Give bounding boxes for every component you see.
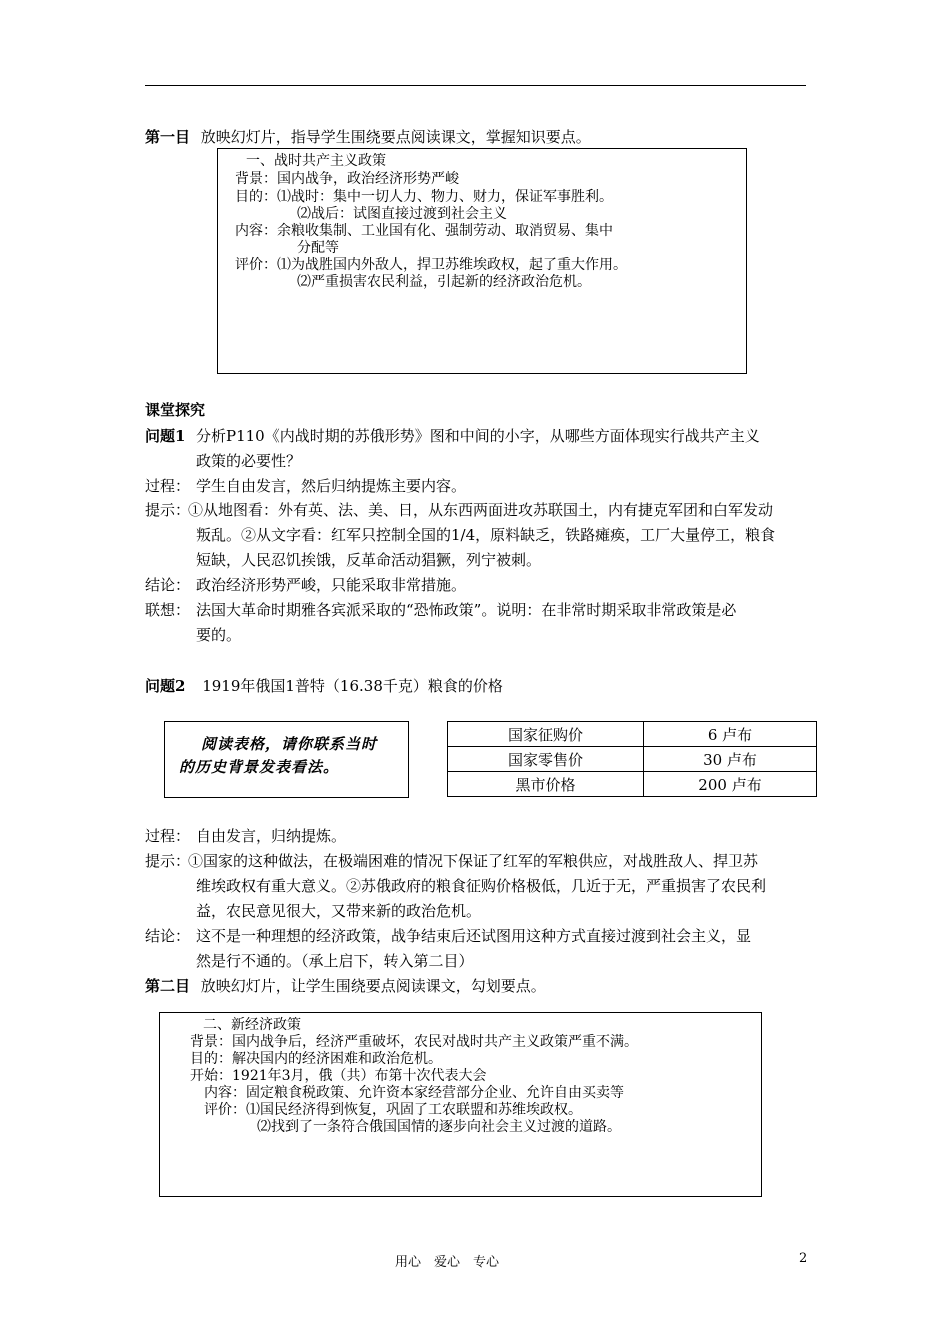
q1-line: 政策的必要性？ — [196, 452, 302, 470]
q1-text — [196, 424, 760, 474]
policy1-background: 背景：国内战争，政治经济形势严峻 — [235, 171, 459, 187]
hint1-line: 短缺，人民忍饥挨饿，反革命活动猖獗，列宁被刺。 — [196, 551, 542, 569]
section1-line — [145, 127, 591, 147]
q2-instruction-box — [164, 721, 409, 798]
conclusion2-line: 然是行不通的。（承上启下，转入第二目） — [196, 952, 474, 970]
footer-motto: 用心 爱心 专心 — [395, 1255, 500, 1270]
process1-line: 学生自由发言，然后归纳提炼主要内容。 — [196, 477, 467, 495]
price-value-cell: 30 卢布 — [644, 747, 817, 772]
process2-text — [196, 824, 346, 849]
section2-line — [145, 976, 546, 996]
conclusion1-text — [196, 573, 466, 598]
conclusion2-text — [196, 924, 751, 974]
policy2-evaluation: 评价：⑴国民经济得到恢复，巩固了工农联盟和苏维埃政权。 — [204, 1102, 582, 1118]
hint2-line: ①国家的这种做法，在极端困难的情况下保证了红军的军粮供应，对战胜敌人、捍卫苏 — [188, 852, 759, 870]
hint1-label: 提示： — [145, 501, 191, 519]
explore-heading: 课堂探究 — [145, 401, 206, 419]
q2-instruction-line: 的历史背景发表看法。 — [179, 758, 340, 776]
hint2-line: 维埃政权有重大意义。②苏俄政府的粮食征购价格极低，几近于无，严重损害了农民利 — [196, 877, 767, 895]
header-rule — [145, 85, 806, 86]
conclusion2-label: 结论： — [145, 927, 191, 945]
link1-line: 要的。 — [196, 626, 242, 644]
policy2-start: 开始：1921年3月，俄（共）布第十次代表大会 — [190, 1068, 487, 1084]
section1-text: 放映幻灯片，指导学生围绕要点阅读课文，掌握知识要点。 — [200, 128, 591, 146]
policy2-title: 二、新经济政策 — [203, 1017, 301, 1033]
section2-heading: 第二目 — [145, 977, 191, 995]
policy2-content: 内容：固定粮食税政策、允许资本家经营部分企业、允许自由买卖等 — [204, 1085, 624, 1101]
q1-label: 问题1 — [145, 427, 186, 445]
policy1-content2: 分配等 — [297, 240, 339, 256]
hint1-text — [188, 498, 775, 573]
link1-line: 法国大革命时期雅各宾派采取的“恐怖政策”。说明：在非常时期采取非常政策是必 — [196, 601, 737, 619]
q1-line: 分析P110《内战时期的苏俄形势》图和中间的小字，从哪些方面体现实行战共产主义 — [196, 427, 760, 445]
q2-instruction-line: 阅读表格，请你联系当时 — [201, 735, 378, 753]
policy1-purpose2: ⑵战后：试图直接过渡到社会主义 — [297, 206, 507, 222]
policy1-evaluation2: ⑵严重损害农民利益，引起新的经济政治危机。 — [297, 274, 591, 290]
price-value-cell: 200 卢布 — [644, 772, 817, 797]
table-row — [448, 772, 817, 797]
price-table — [447, 721, 817, 797]
process1-label: 过程： — [145, 477, 191, 495]
hint1-line: ①从地图看：外有英、法、美、日，从东西两面进攻苏联国土，内有捷克军团和白军发动 — [188, 501, 774, 519]
process2-label: 过程： — [145, 827, 191, 845]
link1-label: 联想： — [145, 601, 191, 619]
q2-label: 问题2 — [145, 677, 186, 695]
process1-text — [196, 474, 466, 499]
policy2-purpose: 目的：解决国内的经济困难和政治危机。 — [190, 1051, 442, 1067]
policy1-evaluation: 评价：⑴为战胜国内外敌人，捍卫苏维埃政权，起了重大作用。 — [235, 257, 627, 273]
price-type-cell: 国家零售价 — [448, 747, 644, 772]
conclusion2-line: 这不是一种理想的经济政策，战争结束后还试图用这种方式直接过渡到社会主义，显 — [196, 927, 752, 945]
policy2-background: 背景：国内战争后，经济严重破坏，农民对战时共产主义政策严重不满。 — [190, 1034, 638, 1050]
link1-text — [196, 598, 736, 648]
page-number: 2 — [799, 1251, 808, 1266]
q2-line — [145, 676, 503, 696]
price-type-cell: 国家征购价 — [448, 722, 644, 747]
hint1-line: 叛乱。②从文字看：红军只控制全国的1/4，原料缺乏，铁路瘫痪，工厂大量停工，粮食 — [196, 526, 776, 544]
section2-text: 放映幻灯片，让学生围绕要点阅读课文，勾划要点。 — [200, 977, 546, 995]
policy1-purpose: 目的：⑴战时：集中一切人力、物力、财力，保证军事胜利。 — [235, 189, 613, 205]
process2-line: 自由发言，归纳提炼。 — [196, 827, 347, 845]
hint2-line: 益，农民意见很大，又带来新的政治危机。 — [196, 902, 482, 920]
q2-text: 1919年俄国1普特（16.38千克）粮食的价格 — [202, 677, 503, 695]
hint2-label: 提示： — [145, 852, 191, 870]
table-row — [448, 722, 817, 747]
price-type-cell: 黑市价格 — [448, 772, 644, 797]
conclusion1-line: 政治经济形势严峻，只能采取非常措施。 — [196, 576, 467, 594]
conclusion1-label: 结论： — [145, 576, 191, 594]
policy2-evaluation2: ⑵找到了一条符合俄国国情的逐步向社会主义过渡的道路。 — [257, 1119, 621, 1135]
price-value-cell: 6 卢布 — [644, 722, 817, 747]
policy1-content: 内容：余粮收集制、工业国有化、强制劳动、取消贸易、集中 — [235, 223, 613, 239]
table-row — [448, 747, 817, 772]
section1-heading: 第一目 — [145, 128, 191, 146]
hint2-text — [188, 849, 766, 924]
policy1-title: 一、战时共产主义政策 — [246, 153, 386, 169]
